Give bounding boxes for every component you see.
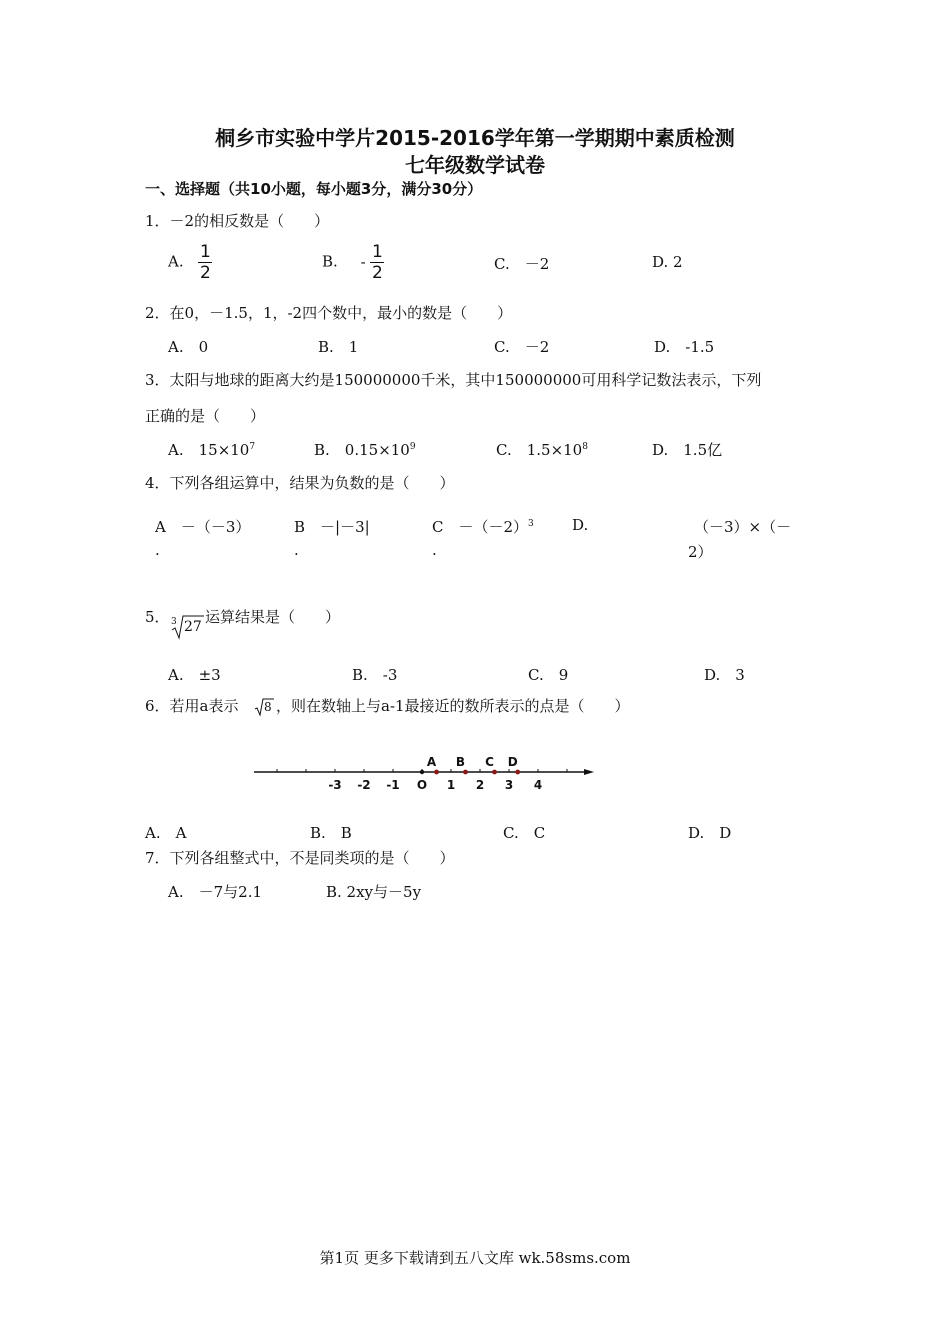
tick-label: -3	[328, 778, 342, 792]
root-index: 3	[171, 617, 177, 627]
tick-label: 2	[475, 778, 485, 792]
question-1-option-a	[168, 243, 212, 282]
question-1-stem: 1．－2的相反数是（ ）	[145, 212, 330, 230]
point-label-b: B	[455, 755, 466, 769]
question-3-stem-line2: 正确的是（ ）	[145, 407, 266, 425]
option-text: B. 0.15×10	[314, 441, 410, 459]
question-4-option-b-dot: .	[294, 541, 299, 559]
question-7-stem: 7．下列各组整式中，不是同类项的是（ ）	[145, 849, 455, 867]
radicand: 8	[264, 700, 272, 714]
exponent: 7	[249, 442, 256, 452]
question-5-option-c: C. 9	[528, 666, 569, 684]
question-2-option-a: A. 0	[168, 338, 209, 356]
number-line	[250, 752, 600, 800]
question-7-option-a: A. －7与2.1	[168, 883, 262, 901]
exam-title-line1: 桐乡市实验中学片2015-2016学年第一学期期中素质检测	[215, 126, 735, 150]
numerator: 1	[199, 242, 211, 262]
tick-label: -1	[386, 778, 400, 792]
exponent: 9	[409, 442, 416, 452]
question-3-option-d: D. 1.5亿	[652, 441, 723, 459]
point-label-c: C	[485, 755, 494, 769]
point-a	[434, 770, 439, 775]
page-footer: 第1页 更多下载请到五八文库 wk.58sms.com	[319, 1249, 631, 1267]
question-4-stem: 4．下列各组运算中，结果为负数的是（ ）	[145, 474, 455, 492]
question-6-option-b: B. B	[310, 824, 352, 842]
origin-point	[420, 770, 424, 774]
question-4-option-b: B －|－3|	[294, 518, 370, 536]
question-2-option-b: B. 1	[318, 338, 359, 356]
question-6-option-c: C. C	[503, 824, 546, 842]
tick-label: 3	[504, 778, 514, 792]
question-5-stem: 运算结果是（ ）	[205, 608, 341, 626]
section-heading: 一、选择题（共10小题，每小题3分，满分30分）	[145, 180, 483, 198]
tick-label: O	[416, 778, 428, 792]
tick-label: -2	[357, 778, 371, 792]
question-2-option-c: C. －2	[494, 338, 550, 356]
question-5-number: 5．	[145, 608, 170, 626]
question-7-option-b: B. 2xy与－5y	[326, 883, 422, 901]
point-label-a: A	[426, 755, 437, 769]
question-4-option-a-dot: .	[155, 541, 160, 559]
exam-title-line2: 七年级数学试卷	[405, 153, 545, 177]
question-6-stem-post: ，则在数轴上与a-1最接近的数所表示的点是（ ）	[276, 697, 630, 715]
tick-label: 4	[533, 778, 543, 792]
denominator: 2	[199, 263, 211, 283]
question-2-option-d: D. -1.5	[654, 338, 715, 356]
option-text: C. 1.5×10	[496, 441, 583, 459]
question-1-option-b	[322, 243, 384, 282]
question-4-option-a: A －（－3）	[155, 518, 251, 536]
question-4-option-d-expr-line1: （－3）×（－	[694, 518, 792, 536]
point-b	[463, 770, 468, 775]
question-1-option-d: D. 2	[652, 253, 683, 271]
question-3-option-a	[168, 439, 255, 460]
point-label-d: D	[507, 755, 518, 769]
denominator: 2	[372, 263, 383, 283]
question-5-option-d: D. 3	[704, 666, 745, 684]
point-c	[492, 770, 497, 775]
option-text: A. 15×10	[168, 441, 250, 459]
point-d	[515, 770, 520, 775]
option-text: C －（－2）	[432, 518, 529, 536]
question-6-option-a: A. A	[145, 824, 187, 842]
question-2-stem: 2．在0，－1.5，1，-2四个数中，最小的数是（ ）	[145, 304, 513, 322]
question-3-option-c	[496, 439, 588, 460]
option-label: B.	[322, 252, 338, 271]
question-4-option-c-dot: .	[432, 541, 437, 559]
axis-arrow	[584, 769, 594, 775]
question-6-stem-pre: 6．若用a表示	[145, 697, 239, 715]
tick-label: 1	[446, 778, 456, 792]
radicand: 27	[184, 619, 202, 635]
numerator: 1	[372, 242, 383, 262]
exponent: 3	[528, 519, 534, 529]
question-4-option-c	[432, 516, 534, 537]
fraction	[370, 243, 384, 282]
option-label: A.	[168, 252, 184, 271]
question-4-option-d: D.	[572, 516, 589, 534]
question-3-stem-line1: 3．太阳与地球的距离大约是150000000千米，其中150000000可用科学记数法表示，下列	[145, 371, 762, 389]
question-1-option-c: C. －2	[494, 255, 550, 273]
question-6-option-d: D. D	[688, 824, 732, 842]
question-3-option-b	[314, 439, 416, 460]
question-5-option-a: A. ±3	[168, 666, 221, 684]
fraction	[198, 243, 212, 282]
exponent: 8	[582, 442, 588, 452]
question-4-option-d-expr-line2: 2）	[688, 543, 713, 561]
question-5-option-b: B. -3	[352, 666, 398, 684]
minus-sign: -	[360, 252, 366, 271]
